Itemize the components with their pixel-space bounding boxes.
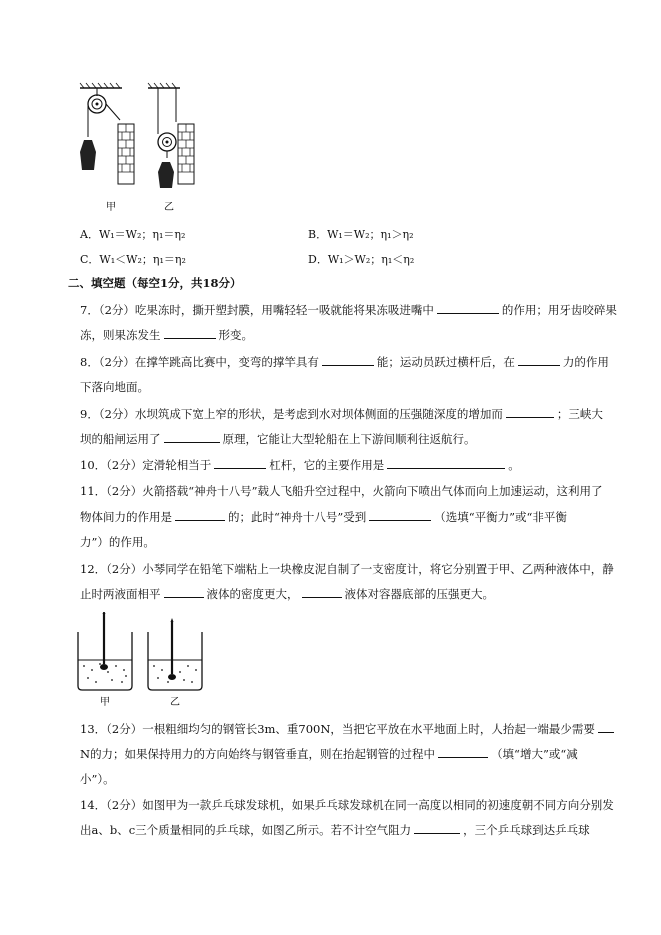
option-d: D．W₁＞W₂；η₁＜η₂: [308, 253, 415, 266]
answer-blank[interactable]: [438, 746, 488, 758]
q11-line3: 力”）的作用。: [80, 535, 155, 549]
option-c: C．W₁＜W₂；η₁＝η₂: [80, 253, 186, 266]
q9-line1: 9．（2分）水坝筑成下宽上窄的形状，是考虑到水对坝体侧面的压强随深度的增加而 ；三峡大: [80, 407, 603, 421]
answer-blank[interactable]: [302, 586, 342, 598]
answer-blank[interactable]: [437, 302, 499, 314]
q13-line2: N的力；如果保持用力的方向始终与钢管垂直，则在抬起钢管的过程中 （填“增大”或“减: [80, 747, 578, 761]
pulley-figure: [70, 82, 220, 232]
q12-line2: 止时两液面相平 液体的密度更大， 液体对容器底部的压强更大。: [80, 587, 494, 601]
figure-label-left: 甲: [106, 202, 116, 213]
answer-blank[interactable]: [164, 431, 220, 443]
q12-line1: 12．（2分）小琴同学在铅笔下端粘上一块橡皮泥自制了一支密度计，将它分别置于甲、乙两种液体中，静: [80, 562, 614, 576]
answer-blank[interactable]: [164, 327, 216, 339]
q8-line1: 8．（2分）在撑竿跳高比赛中，变弯的撑竿具有 能；运动员跃过横杆后，在 力的作用: [80, 355, 609, 369]
answer-blank[interactable]: [506, 406, 554, 418]
answer-blank[interactable]: [414, 822, 460, 834]
q9-line2: 坝的船闸运用了 原理，它能让大型轮船在上下游间顺利往返航行。: [80, 432, 476, 446]
q11-line1: 11．（2分）火箭搭载“神舟十八号”载人飞船升空过程中，火箭向下喷出气体而向上加速运动，这利用了: [80, 484, 603, 498]
beaker-label-right: 乙: [170, 697, 180, 708]
beaker-label-left: 甲: [100, 697, 110, 708]
q13-line1: 13．（2分）一根粗细均匀的钢管长3m、重700N，当把它平放在水平地面上时，人抬起一端最少需要: [80, 721, 617, 737]
q8-line2: 下落向地面。: [80, 380, 149, 394]
q7-line2: 冻，则果冻发生 形变。: [80, 328, 253, 342]
q10-line1: 10．（2分）定滑轮相当于 杠杆，它的主要作用是 。: [80, 458, 520, 472]
q13-line3: 小”）。: [80, 772, 115, 786]
option-b: B．W₁＝W₂；η₁＞η₂: [308, 228, 414, 241]
answer-blank[interactable]: [369, 509, 431, 521]
q11-line2: 物体间力的作用是 的；此时“神舟十八号”受到 （选填“平衡力”或“非平衡: [80, 510, 567, 524]
answer-blank[interactable]: [322, 354, 374, 366]
figure-label-right: 乙: [164, 202, 174, 213]
section-title: 二、填空题（每空1分，共18分）: [68, 276, 242, 290]
q14-line2: 出a、b、c三个质量相同的乒乓球，如图乙所示。若不计空气阻力 ，三个乒乓球到达乒乓球: [80, 823, 590, 837]
answer-blank[interactable]: [214, 457, 266, 469]
q14-line1: 14．（2分）如图甲为一款乒乓球发球机，如果乒乓球发球机在同一高度以相同的初速度朝不同方向分别发: [80, 798, 614, 812]
answer-blank[interactable]: [387, 457, 505, 469]
hydrometer-figure: [72, 612, 212, 708]
answer-blank[interactable]: [598, 721, 614, 733]
answer-blank[interactable]: [164, 586, 204, 598]
option-a: A．W₁＝W₂；η₁＝η₂: [80, 228, 186, 241]
answer-blank[interactable]: [175, 509, 225, 521]
answer-blank[interactable]: [518, 354, 560, 366]
q7-line1: 7．（2分）吃果冻时，撕开塑封膜，用嘴轻轻一吸就能将果冻吸进嘴中 的作用；用牙齿咬碎果: [80, 303, 617, 317]
